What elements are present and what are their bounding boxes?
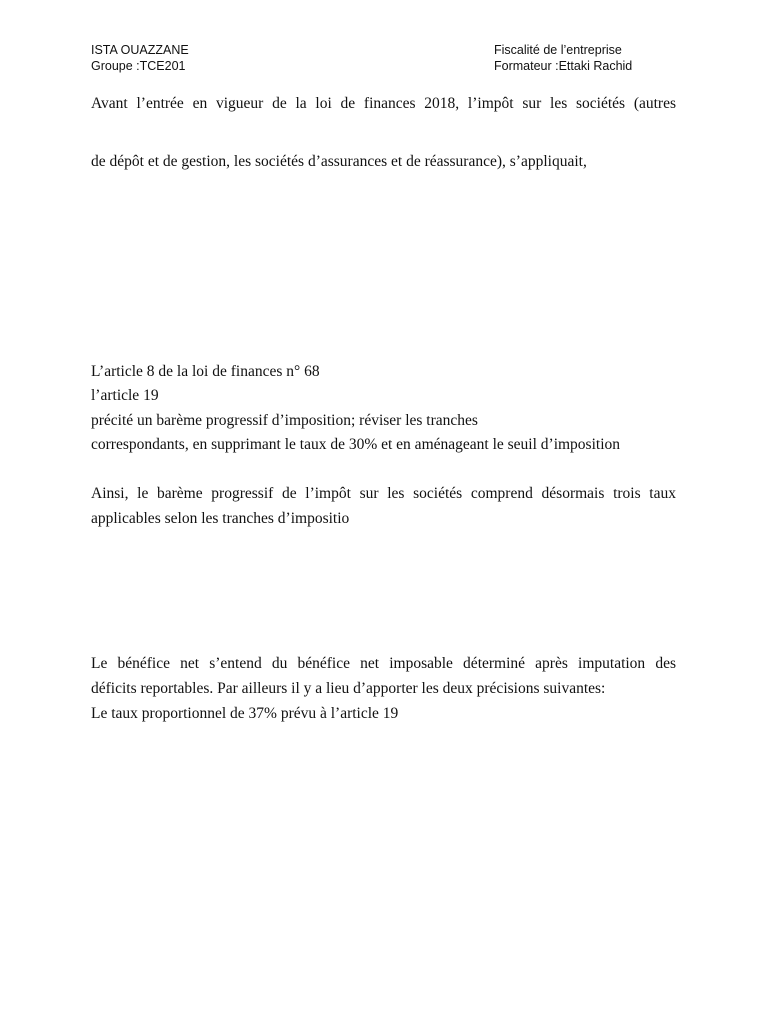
paragraph-2-line-4: correspondants, en supprimant le taux de 30% et en aménageant le seuil d’imposition [91,436,621,453]
paragraph-1-line-2: de dépôt et de gestion, les sociétés d’assurances et de réassurance), s’appliquait, [91,153,587,170]
header-left-block [91,42,189,74]
paragraph-2-line-2: l’article 19 [91,387,159,404]
course-title: Fiscalité de l’entreprise [494,43,622,57]
paragraph-1-line-1: Avant l’entrée en vigueur de la loi de finances 2018, l’impôt sur les sociétés (autres [91,95,676,112]
paragraph-3-line-2: applicables selon les tranches d’impositio [91,510,350,527]
paragraph-4-line-3: Le taux proportionnel de 37% prévu à l’article 19 [91,705,399,722]
paragraph-4-line-2: déficits reportables. Par ailleurs il y a lieu d’apporter les deux précisions suivantes: [91,680,606,697]
paragraph-2-line-3: précité un barème progressif d’imposition; réviser les tranches [91,412,478,429]
trainer-name: Formateur :Ettaki Rachid [494,59,633,73]
paragraph-2-line-1: L’article 8 de la loi de finances n° 68 [91,363,320,380]
paragraph-3-line-1: Ainsi, le barème progressif de l’impôt sur les sociétés comprend désormais trois taux [91,485,676,502]
page-header [91,42,688,76]
header-right-block [494,42,632,74]
group-name: Groupe :TCE201 [91,59,186,73]
paragraph-4-line-1: Le bénéfice net s’entend du bénéfice net imposable déterminé après imputation des [91,655,676,672]
school-name: ISTA OUAZZANE [91,43,189,57]
